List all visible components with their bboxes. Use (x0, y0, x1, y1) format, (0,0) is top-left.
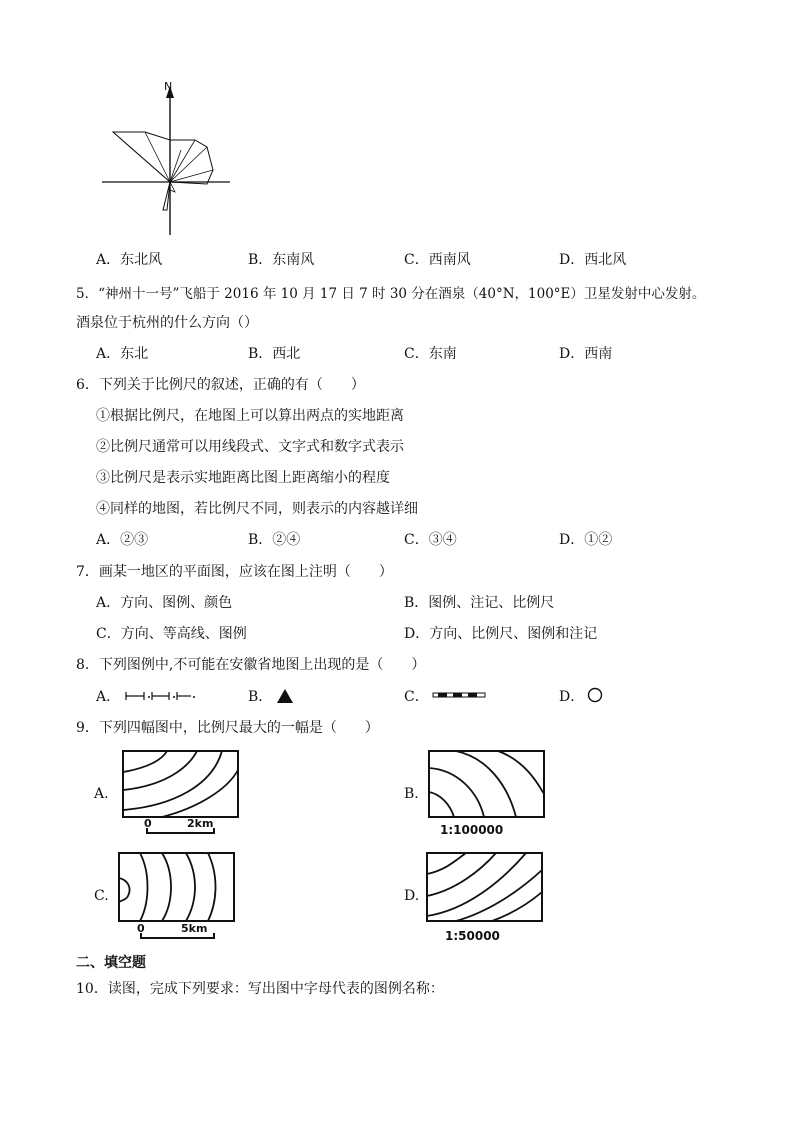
q6-statement-4: ④同样的地图，若比例尺不同，则表示的内容越详细 (96, 501, 418, 517)
q7-question: 7．画某一地区的平面图，应该在图上注明（ ） (76, 564, 393, 580)
q5-option-b[interactable]: B．西北 (248, 346, 301, 362)
map-c-scale-distance: 5km (181, 922, 208, 935)
q9-question: 9．下列四幅图中，比例尺最大的一幅是（ ） (76, 720, 379, 736)
map-a-scale-distance: 2km (187, 817, 214, 830)
section-heading: 二、填空题 (76, 955, 146, 971)
map-a-scale-zero: 0 (144, 817, 152, 830)
q8-option-c[interactable]: C． (404, 689, 429, 705)
map-d-contour-figure (426, 852, 544, 924)
q4-option-b[interactable]: B．东南风 (248, 252, 315, 268)
q5-option-c[interactable]: C．东南 (404, 346, 457, 362)
railway-symbol-icon (124, 690, 196, 702)
map-b-scale-ratio: 1:100000 (440, 823, 504, 837)
boundary-line-symbol-icon (432, 690, 486, 700)
q9-option-b[interactable]: B. (404, 786, 419, 802)
q6-option-d[interactable]: D．①② (559, 532, 613, 548)
q5-option-a[interactable]: A．东北 (96, 346, 149, 362)
q6-option-c[interactable]: C．③④ (404, 532, 457, 548)
q7-option-c[interactable]: C．方向、等高线、图例 (96, 626, 247, 642)
map-c-contour-figure (118, 852, 236, 924)
q7-option-a[interactable]: A．方向、图例、颜色 (96, 595, 233, 611)
map-b-contour-figure (428, 750, 546, 820)
q8-option-d[interactable]: D． (559, 689, 585, 705)
map-d-scale-ratio: 1:50000 (445, 929, 500, 943)
north-label: N (164, 80, 173, 93)
q10-question: 10．读图，完成下列要求：写出图中字母代表的图例名称： (76, 981, 444, 997)
q6-statement-3: ③比例尺是表示实地距离比图上距离缩小的程度 (96, 470, 390, 486)
q9-option-d[interactable]: D. (404, 888, 420, 904)
q5-question-line1: 5．“神州十一号”飞船于 2016 年 10 月 17 日 7 时 30 分在酒泉（40°N，100°E）卫星发射中心发射。 (76, 286, 706, 302)
map-a-contour-figure (122, 750, 240, 820)
q9-option-c[interactable]: C. (94, 888, 109, 904)
map-c-scale-zero: 0 (137, 922, 145, 935)
q9-option-a[interactable]: A. (94, 786, 109, 802)
q7-option-d[interactable]: D．方向、比例尺、图例和注记 (404, 626, 598, 642)
q6-question: 6．下列关于比例尺的叙述，正确的有（ ） (76, 377, 365, 393)
q4-option-c[interactable]: C．西南风 (404, 252, 471, 268)
q5-option-d[interactable]: D．西南 (559, 346, 613, 362)
q7-option-b[interactable]: B．图例、注记、比例尺 (404, 595, 555, 611)
q6-statement-2: ②比例尺通常可以用线段式、文字式和数字式表示 (96, 439, 404, 455)
q8-option-a[interactable]: A． (96, 689, 121, 705)
q6-statement-1: ①根据比例尺，在地图上可以算出两点的实地距离 (96, 408, 404, 424)
q4-option-a[interactable]: A．东北风 (96, 252, 163, 268)
wind-rose-figure (95, 80, 235, 240)
q6-option-a[interactable]: A．②③ (96, 532, 149, 548)
circle-symbol-icon (587, 687, 603, 703)
q4-option-d[interactable]: D．西北风 (559, 252, 627, 268)
q8-question: 8．下列图例中,不可能在安徽省地图上出现的是（ ） (76, 657, 426, 673)
q6-option-b[interactable]: B．②④ (248, 532, 301, 548)
mountain-peak-triangle-icon (276, 688, 294, 704)
q5-question-line2: 酒泉位于杭州的什么方向（） (76, 315, 258, 331)
q8-option-b[interactable]: B． (248, 689, 273, 705)
